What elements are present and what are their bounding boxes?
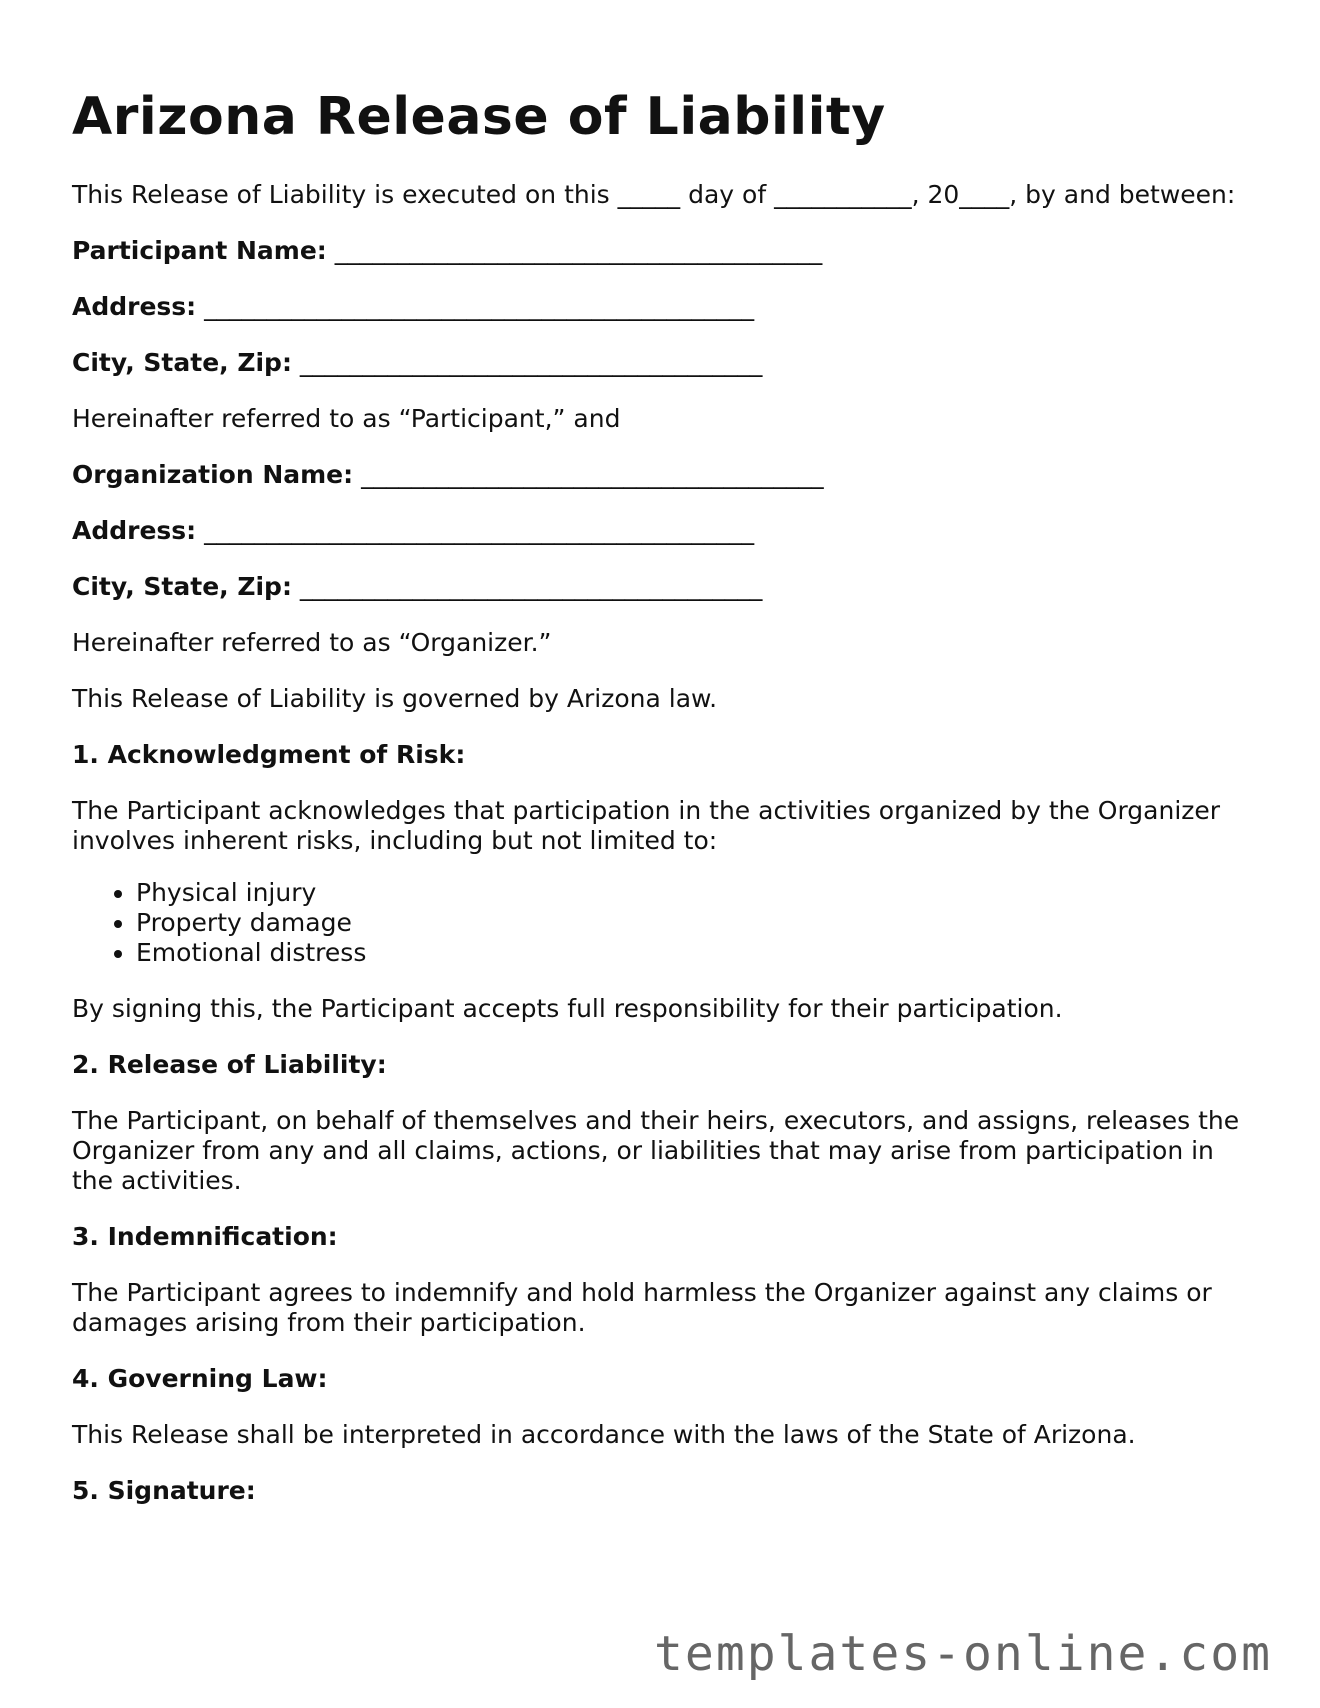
risk-list [72, 878, 1248, 968]
section-3-heading: 3. Indemnification: [72, 1222, 338, 1252]
organization-address-field [72, 516, 1248, 546]
participant-city-label: City, State, Zip: [72, 348, 292, 378]
participant-address-blank: ____________________________________________ [204, 292, 755, 322]
section-4-body: This Release shall be interpreted in accordance with the laws of the State of Arizona. [72, 1420, 1136, 1450]
participant-name-label: Participant Name: [72, 236, 327, 266]
risk-list-item: • Property damage [136, 908, 1248, 938]
organization-city-blank: _____________________________________ [299, 572, 763, 602]
organization-city-field [72, 572, 1248, 602]
organization-name-label: Organization Name: [72, 460, 354, 490]
organization-name-blank: _____________________________________ [361, 460, 824, 490]
risk-list-item: • Emotional distress [136, 938, 1248, 968]
participant-reference: Hereinafter referred to as “Participant,” and [72, 404, 621, 434]
section-4-heading: 4. Governing Law: [72, 1364, 328, 1394]
organizer-reference: Hereinafter referred to as “Organizer.” [72, 628, 552, 658]
section-5-heading: 5. Signature: [72, 1476, 256, 1506]
watermark: templates-online.com [654, 1626, 1272, 1682]
participant-name-blank: _______________________________________ [334, 236, 823, 266]
section-3-body: The Participant agrees to indemnify and hold harmless the Organizer against any claims or damages arising from their participation. [72, 1278, 1212, 1338]
section-1-heading: 1. Acknowledgment of Risk: [72, 740, 466, 770]
intro-paragraph: This Release of Liability is executed on this _____ day of ___________, 20____, by and between: [72, 180, 1236, 210]
risk-list-item: • Physical injury [136, 878, 1248, 908]
organization-address-blank: ____________________________________________ [204, 516, 755, 546]
organization-name-field [72, 460, 1248, 490]
organization-address-label: Address: [72, 516, 197, 546]
participant-city-blank: _____________________________________ [299, 348, 763, 378]
section-2-body: The Participant, on behalf of themselves and their heirs, executors, and assigns, releases the Organizer from any and all claims, actions, or liabilities that may arise from participation in the activities. [72, 1106, 1240, 1196]
page-title: Arizona Release of Liability [72, 87, 886, 147]
document-page [72, 86, 1248, 1532]
section-2-heading: 2. Release of Liability: [72, 1050, 387, 1080]
organization-city-label: City, State, Zip: [72, 572, 292, 602]
governed-by-statement: This Release of Liability is governed by Arizona law. [72, 684, 718, 714]
participant-address-field [72, 292, 1248, 322]
participant-city-field [72, 348, 1248, 378]
section-1-body: The Participant acknowledges that participation in the activities organized by the Organizer involves inherent risks, including but not limited to: [72, 796, 1221, 856]
participant-name-field [72, 236, 1248, 266]
participant-address-label: Address: [72, 292, 197, 322]
section-1-closing: By signing this, the Participant accepts full responsibility for their participation. [72, 994, 1063, 1024]
